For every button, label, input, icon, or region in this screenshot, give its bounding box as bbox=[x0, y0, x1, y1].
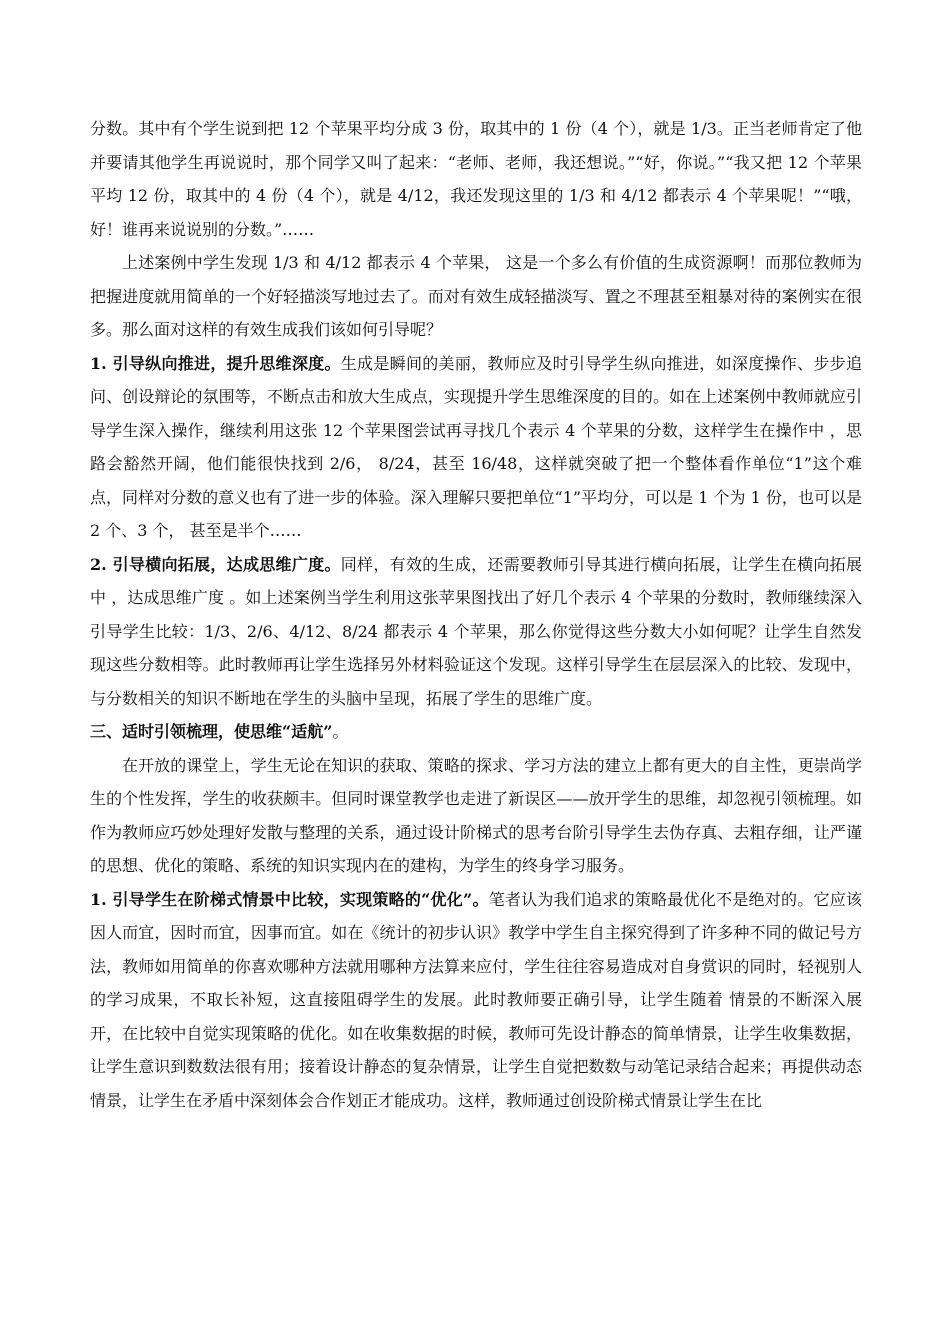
paragraph-text: 笔者认为我们追求的策略最优化不是绝对的。它应该因人而宜，因时而宜，因事而宜。如在《统计的初步认识》教学中学生自主探究得到了许多种不同的做记号方法，教师如用简单的你喜欢哪种方法就用哪种方法算来应付，学生往往容易造成对自身赏识的同时，轻视别人的学习成果，不取长补短，这直接阻碍学生的发展。此时教师要正确引导，让学生随着 情景的不断深入展开，在比较中自觉实现策略的优化。如在收集数据的时候，教师可先设计静态的简单情景，让学生收集数据，让学生意识到数数法很有用；接着设计静态的复杂情景，让学生自觉把数数与动笔记录结合起来；再提供动态情景，让学生在矛盾中深刻体会合作划正才能成功。这样，教师通过创设阶梯式情景让学生在比 bbox=[90, 889, 862, 1110]
paragraph-open-classroom bbox=[90, 749, 862, 883]
paragraph-text: 生成是瞬间的美丽，教师应及时引导学生纵向推进，如深度操作、步步追问、创设辩论的氛围等，不断点击和放大生成点，实现提升学生思维深度的目的。如在上述案例中教师就应引导学生深入操作，继续利用这张 12 个苹果图尝试再寻找几个表示 4 个苹果的分数，这样学生在操作中 ，思路会豁然开阔，他们能很快找到 2/6， 8/24，甚至 16/48，这样就突破了把一个整体看作单位“1”这个难点，同样对分数的意义也有了进一步的体验。深入理解只要把单位“1”平均分，可以是 1 个为 1 份，也可以是 2 个、3 个， 甚至是半个…… bbox=[90, 353, 862, 540]
paragraph-text: 在开放的课堂上，学生无论在知识的获取、策略的探求、学习方法的建立上都有更大的自主性，更崇尚学生的个性发挥，学生的收获颇丰。但同时课堂教学也走进了新误区——放开学生的思维，却忽视引领梳理。如作为教师应巧妙处理好发散与整理的关系，通过设计阶梯式的思考台阶引导学生去伪存真、去粗存细，让严谨的思想、优化的策略、系统的知识实现内在的建构，为学生的终身学习服务。 bbox=[90, 755, 862, 875]
paragraph-text: 分数。其中有个学生说到把 12 个苹果平均分成 3 份，取其中的 1 份（4 个），就是 1/3。正当老师肯定了他并要请其他学生再说说时，那个同学又叫了起来：“老师、老师，我还想说。”“好，你说。”“我又把 12 个苹果平均 12 份，取其中的 4 份（4 个），就是 4/12，我还发现这里的 1/3 和 4/12 都表示 4 个苹果呢！”“哦，好！谁再来说说别的分数。”…… bbox=[90, 119, 862, 239]
paragraph-strategy-optimization bbox=[90, 883, 862, 1118]
paragraph-case-story bbox=[90, 112, 862, 246]
section-heading-three bbox=[90, 715, 862, 749]
document-page bbox=[90, 112, 862, 1117]
paragraph-vertical-depth bbox=[90, 347, 862, 548]
paragraph-heading: 2. 引导横向拓展，达成思维广度。 bbox=[90, 554, 341, 574]
paragraph-case-analysis bbox=[90, 246, 862, 347]
section-title-tail: 。 bbox=[332, 722, 349, 741]
paragraph-heading: 1. 引导纵向推进，提升思维深度。 bbox=[90, 353, 341, 373]
section-title: 三、适时引领梳理，使思维“适航” bbox=[90, 722, 333, 741]
paragraph-heading: 1. 引导学生在阶梯式情景中比较，实现策略的“优化”。 bbox=[90, 889, 489, 909]
paragraph-horizontal-breadth bbox=[90, 548, 862, 716]
paragraph-text: 上述案例中学生发现 1/3 和 4/12 都表示 4 个苹果， 这是一个多么有价值的生成资源啊！而那位教师为把握进度就用简单的一个好轻描淡写地过去了。而对有效生成轻描淡写、置之不理甚至粗暴对待的案例实在很多。那么面对这样的有效生成我们该如何引导呢？ bbox=[90, 253, 862, 339]
paragraph-text: 同样，有效的生成，还需要教师引导其进行横向拓展，让学生在横向拓展中 ，达成思维广度 。如上述案例当学生利用这张苹果图找出了好几个表示 4 个苹果的分数时，教师继续深入引导学生比较：1/3、2/6、4/12、8/24 都表示 4 个苹果，那么你觉得这些分数大小如何呢？让学生自然发现这些分数相等。此时教师再让学生选择另外材料验证这个发现。这样引导学生在层层深入的比较、发现中，与分数相关的知识不断地在学生的头脑中呈现，拓展了学生的思维广度。 bbox=[90, 554, 862, 708]
